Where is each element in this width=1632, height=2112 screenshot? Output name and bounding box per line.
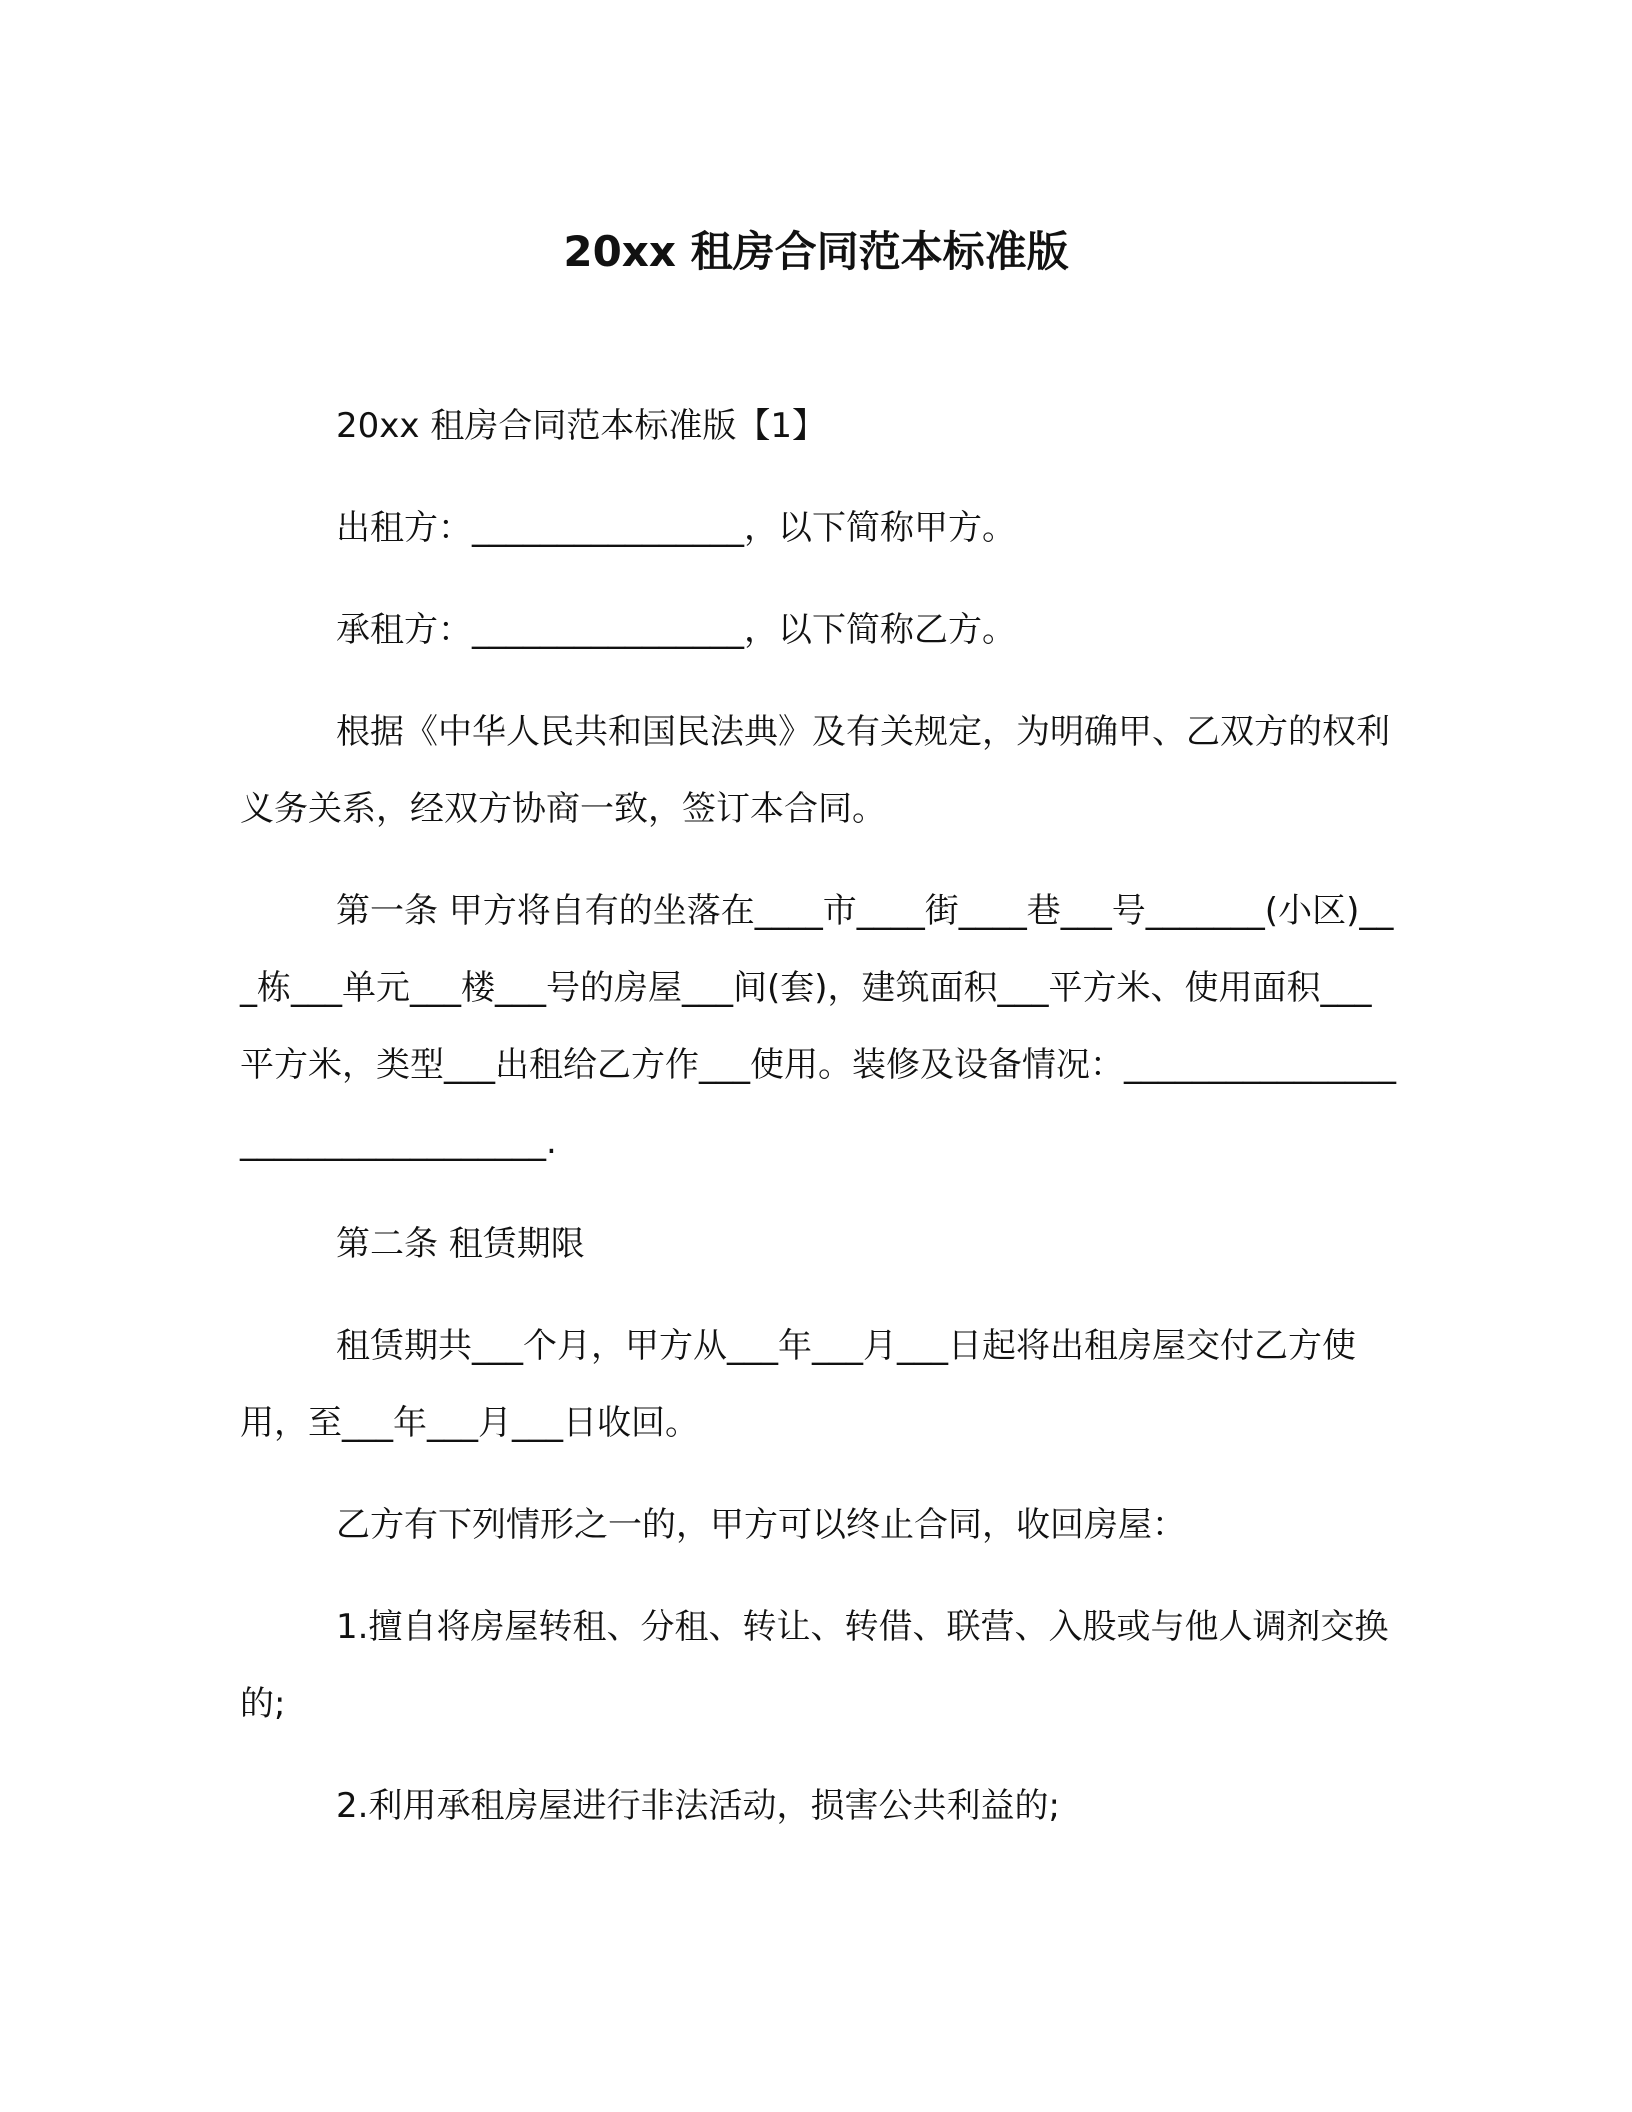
lessor-line: 出租方：________________，以下简称甲方。 — [336, 508, 1016, 548]
lessee-line: 承租方：________________，以下简称乙方。 — [336, 610, 1016, 650]
lease-term-paragraph: 租赁期共___个月，甲方从___年___月___日起将出租房屋交付乙方使用，至___年___月___日收回。 — [240, 1326, 1356, 1443]
document-title: 20xx 租房合同范本标准版 — [563, 227, 1069, 276]
section-heading: 20xx 租房合同范本标准版【1】 — [336, 406, 826, 446]
termination-conditions-intro: 乙方有下列情形之一的，甲方可以终止合同，收回房屋： — [336, 1505, 1186, 1545]
document-body — [240, 388, 1400, 1845]
legal-basis-paragraph: 根据《中华人民共和国民法典》及有关规定，为明确甲、乙双方的权利义务关系，经双方协商一致，签订本合同。 — [240, 712, 1390, 829]
article-two-heading: 第二条 租赁期限 — [336, 1224, 585, 1264]
termination-item-1: 1.擅自将房屋转租、分租、转让、转借、联营、入股或与他人调剂交换的; — [240, 1607, 1389, 1724]
article-one-paragraph: 第一条 甲方将自有的坐落在____市____街____巷___号_______(小区)___栋___单元___楼___号的房屋___间(套)，建筑面积___平方米、使用面积___平方米，类型___出租给乙方作___使用。装修及设备情况：__________________________________. — [240, 891, 1396, 1162]
termination-item-2: 2.利用承租房屋进行非法活动，损害公共利益的; — [336, 1786, 1060, 1826]
